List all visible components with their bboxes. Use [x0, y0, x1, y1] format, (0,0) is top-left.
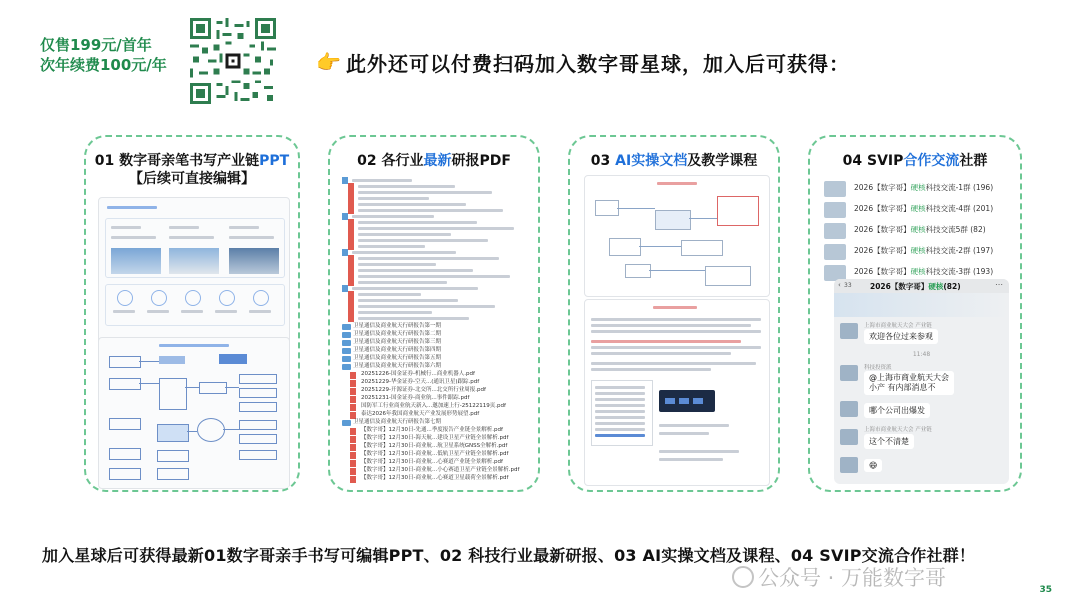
file-icon	[348, 207, 354, 214]
folder-name[interactable]: 卫星通信及商业航天行研报告第三期	[353, 339, 442, 345]
member-name: 上海市商业航天大会 产业链	[864, 323, 932, 329]
chat-time: 11:48	[912, 351, 931, 358]
price-first-year: 仅售199元/首年	[40, 36, 152, 54]
member-name: 上海市商业航天大会 产业链	[864, 427, 932, 433]
file-name-line	[358, 281, 447, 284]
file-name-line	[358, 239, 488, 242]
folder-icon	[342, 356, 351, 362]
file-icon	[348, 279, 354, 286]
file-name-line	[358, 197, 429, 200]
group-name: 2026【数字哥】硬核科技交流5群 (82)	[854, 225, 986, 234]
folder-name[interactable]: 卫星通信及商业航天行研报告第四期	[353, 347, 442, 353]
wechat-logo-icon	[732, 566, 754, 588]
card-ppt-title: 01 数字哥亲笔书写产业链PPT	[94, 153, 290, 169]
card-ppt-subtitle: 【后续可直接编辑】	[129, 171, 255, 187]
group-row[interactable]	[824, 179, 1010, 199]
file-name[interactable]: 【数字哥】12月30日-商业航...低轨卫星产业链全景解析.pdf	[361, 451, 509, 457]
file-name[interactable]: 20251229-华金证券-空天...(通讯卫星)跟踪.pdf	[361, 379, 480, 385]
file-name-line	[358, 245, 425, 248]
file-name[interactable]: 【数字哥】12月30日-先通...季度报告产业链全景解析.pdf	[361, 427, 503, 433]
ppt-preview-slide	[98, 197, 290, 349]
card-svip[interactable]	[808, 135, 1022, 492]
card-ai-docs-title: 03 AI实操文档及教学课程	[590, 153, 758, 169]
member-avatar[interactable]	[840, 457, 858, 473]
file-name-line	[358, 263, 436, 266]
pdf-file-icon	[350, 412, 356, 419]
group-name: 2026【数字哥】硬核科技交流-1群 (196)	[854, 183, 994, 192]
chat-message: 哪个公司出爆发	[864, 403, 930, 418]
ai-course-doc-preview	[584, 299, 770, 486]
folder-icon	[342, 332, 351, 338]
file-name-line	[358, 203, 466, 206]
back-icon[interactable]: ‹	[838, 281, 841, 289]
file-name-line	[358, 257, 499, 260]
chat-banner	[834, 293, 1009, 317]
group-row[interactable]	[824, 242, 1010, 262]
file-name[interactable]: 【数字哥】12月30日-商业航...小心赛道卫星产业链全景解析.pdf	[361, 467, 520, 473]
folder-icon	[342, 420, 351, 426]
file-name-line	[352, 287, 478, 290]
file-name[interactable]: 【数字哥】12月30日-海天航...建设卫星产业链全景解析.pdf	[361, 435, 509, 441]
file-name[interactable]: 【数字哥】12月30日-商业航...心赛道卫星载荷全景解析.pdf	[361, 475, 509, 481]
doc-list-row	[595, 428, 645, 431]
member-avatar[interactable]	[840, 429, 858, 445]
group-row[interactable]	[824, 221, 1010, 241]
file-name-line	[358, 299, 458, 302]
more-icon[interactable]: ⋯	[995, 280, 1003, 289]
chat-message: 这个不清楚	[864, 434, 914, 449]
file-name-line	[352, 251, 456, 254]
chat-header	[834, 279, 1009, 293]
folder-name[interactable]: 卫星通信及商业航天行研报告第一期	[353, 323, 442, 329]
pdf-file-icon	[350, 372, 356, 379]
chat-message: 欢迎各位过来参观	[864, 329, 938, 344]
pdf-file-icon	[350, 388, 356, 395]
file-name-line	[358, 293, 421, 296]
doc-list-row	[595, 410, 645, 413]
group-avatar	[824, 181, 846, 197]
file-name[interactable]: 【数字哥】12月30日-商业航...航卫星系统GNSS全解析.pdf	[361, 443, 508, 449]
file-name-line	[358, 269, 473, 272]
headline: 此外还可以付费扫码加入数字哥星球，加入后可获得：	[346, 52, 850, 76]
pdf-file-icon	[350, 444, 356, 451]
report-file-list	[340, 175, 530, 485]
file-name-line	[358, 227, 514, 230]
group-name: 2026【数字哥】硬核科技交流-4群 (201)	[854, 204, 994, 213]
file-name-line	[358, 221, 477, 224]
card-ppt[interactable]	[84, 135, 300, 492]
pdf-file-icon	[350, 396, 356, 403]
file-name-line	[358, 209, 503, 212]
price-renewal: 次年续费100元/年	[40, 56, 167, 74]
page-number: 35	[1039, 585, 1052, 595]
doc-list-row	[595, 386, 645, 389]
chat-emoji: 😄	[864, 459, 882, 472]
pdf-file-icon	[350, 460, 356, 467]
pdf-file-icon	[350, 452, 356, 459]
folder-icon	[342, 364, 351, 370]
card-reports-title: 02 各行业最新研报PDF	[357, 153, 511, 169]
file-name-line	[358, 191, 492, 194]
group-name: 2026【数字哥】硬核科技交流-2群 (197)	[854, 246, 994, 255]
pdf-file-icon	[350, 468, 356, 475]
pdf-file-icon	[350, 476, 356, 483]
member-avatar[interactable]	[840, 323, 858, 339]
folder-name[interactable]: 卫星通信及商业航天行研报告第二期	[353, 331, 442, 337]
folder-icon	[342, 340, 351, 346]
group-avatar	[824, 202, 846, 218]
ai-mindmap-preview	[584, 175, 770, 297]
doc-list-row	[595, 398, 645, 401]
group-row[interactable]	[824, 200, 1010, 220]
member-avatar[interactable]	[840, 365, 858, 381]
file-name[interactable]: 20251226-国金证券-机械行...商业机器人.pdf	[361, 371, 475, 377]
file-name-line	[352, 215, 434, 218]
watermark: 公众号 · 万能数字哥	[732, 562, 946, 592]
doc-list-row	[595, 416, 645, 419]
group-chat-preview[interactable]	[834, 279, 1009, 484]
file-name-line	[358, 317, 469, 320]
folder-icon	[342, 324, 351, 330]
card-svip-title: 04 SVIP合作交流社群	[842, 153, 988, 169]
ppt-flowchart-slide	[98, 337, 290, 489]
card-ai-docs[interactable]	[568, 135, 780, 492]
pointing-hand-icon: 👉	[316, 50, 341, 74]
pdf-file-icon	[350, 436, 356, 443]
file-name[interactable]: 20251231-国金证券-商业航...事件跟踪.pdf	[361, 395, 470, 401]
folder-name[interactable]: 卫星通信及商业航天行研报告第七期	[353, 419, 442, 425]
file-name[interactable]: 【数字哥】12月30日-商业航...心赛道产业链全景解析.pdf	[361, 459, 503, 465]
chat-message: @上海市商业航天大会 小产 有内部消息不	[864, 371, 954, 395]
card-reports[interactable]	[328, 135, 540, 492]
file-icon	[348, 243, 354, 250]
file-name[interactable]: 国防军工行业商业航天新入...邀加速上行-25122119页.pdf	[361, 403, 506, 409]
file-name-line	[358, 233, 451, 236]
chat-unread-count: 33	[844, 282, 852, 289]
pdf-file-icon	[350, 380, 356, 387]
chat-title: 2026【数字哥】硬核(82)	[870, 282, 961, 291]
file-name-line	[358, 275, 510, 278]
group-avatar	[824, 223, 846, 239]
folder-name[interactable]: 卫星通信及商业航天行研报告第六期	[353, 363, 442, 369]
file-icon	[348, 315, 354, 322]
member-name: 科技投资派	[864, 365, 892, 371]
doc-list-row	[595, 422, 645, 425]
file-name-line	[358, 305, 495, 308]
member-avatar[interactable]	[840, 401, 858, 417]
file-name[interactable]: 20251229-开源证券-北交所...北交所行业周报.pdf	[361, 387, 486, 393]
file-name-line	[358, 311, 432, 314]
doc-list-row	[595, 404, 645, 407]
folder-name[interactable]: 卫星通信及商业航天行研报告第五期	[353, 355, 442, 361]
file-name-line	[358, 185, 455, 188]
qr-code-icon[interactable]	[190, 18, 276, 104]
pdf-file-icon	[350, 428, 356, 435]
doc-list-row	[595, 434, 645, 437]
doc-list-row	[595, 392, 645, 395]
file-name-line	[352, 179, 412, 182]
group-name: 2026【数字哥】硬核科技交流-3群 (193)	[854, 267, 994, 276]
folder-icon	[342, 348, 351, 354]
group-avatar	[824, 244, 846, 260]
pdf-file-icon	[350, 404, 356, 411]
file-name[interactable]: 泰达2026年我国商业航天产业发展形势展望.pdf	[361, 411, 480, 417]
summary-text: 加入星球后可获得最新01数字哥亲手书写可编辑PPT、02 科技行业最新研报、03 AI实操文档及课程、04 SVIP交流合作社群！	[42, 546, 976, 565]
